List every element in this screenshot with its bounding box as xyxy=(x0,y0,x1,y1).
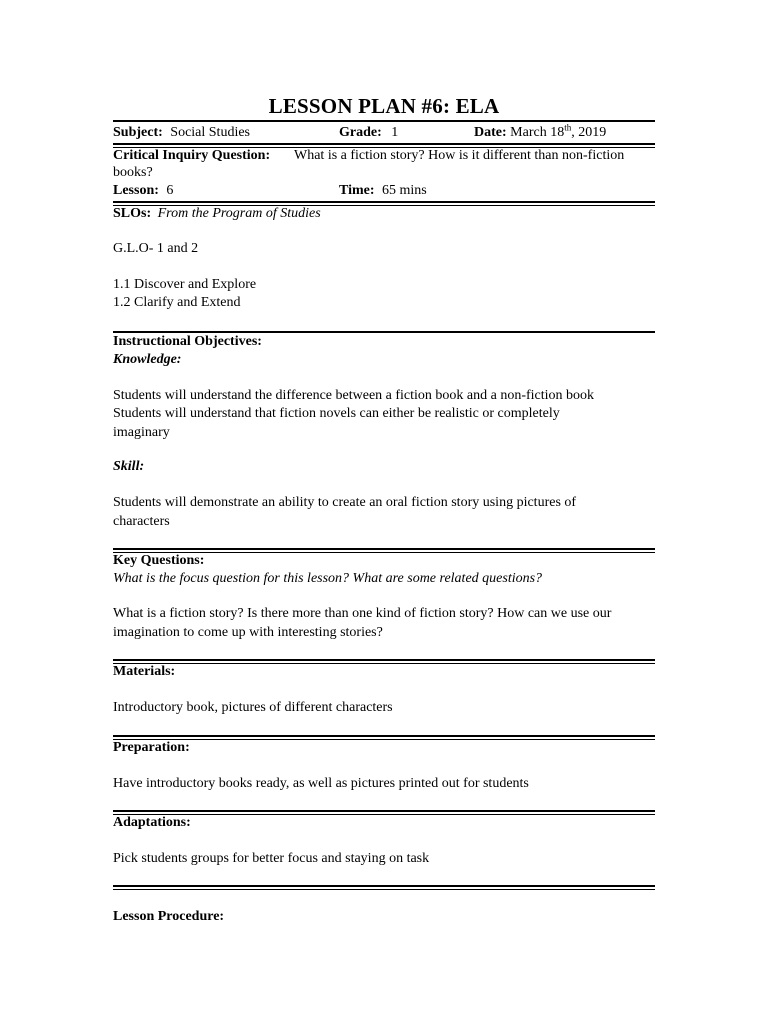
date-label: Date: xyxy=(474,125,507,140)
materials-rule xyxy=(113,735,655,737)
date-month-day: March 18 xyxy=(510,125,565,140)
lesson-label: Lesson: xyxy=(113,183,159,198)
slos-source: From the Program of Studies xyxy=(157,206,321,221)
header-rule xyxy=(113,143,655,145)
knowledge-line-2: Students will understand that fiction novels can either be realistic or completely xyxy=(113,406,560,421)
time-value: 65 mins xyxy=(382,183,427,198)
procedure-heading: Lesson Procedure: xyxy=(113,909,225,924)
slos-heading xyxy=(113,206,321,222)
ciq-value-line2: books? xyxy=(113,165,153,180)
grade-value: 1 xyxy=(391,125,399,140)
key-questions-heading: Key Questions: xyxy=(113,553,205,568)
grade-field xyxy=(339,125,398,141)
objectives-heading: Instructional Objectives: xyxy=(113,334,262,349)
knowledge-line-3: imaginary xyxy=(113,425,170,440)
date-year: , 2019 xyxy=(571,125,607,140)
key-questions-prompt: What is the focus question for this lesson? What are some related questions? xyxy=(113,571,543,586)
ciq-rule xyxy=(113,201,655,203)
lesson-value: 6 xyxy=(166,183,174,198)
slos-rule xyxy=(113,331,655,333)
key-questions-line-2: imagination to come up with interesting stories? xyxy=(113,625,383,640)
objectives-rule xyxy=(113,548,655,550)
slos-glo: G.L.O- 1 and 2 xyxy=(113,241,199,256)
subject-label: Subject: xyxy=(113,125,163,140)
ciq-label: Critical Inquiry Question: xyxy=(113,148,271,163)
slos-label: SLOs: xyxy=(113,206,152,221)
materials-heading: Materials: xyxy=(113,664,176,679)
preparation-rule xyxy=(113,810,655,812)
time-label: Time: xyxy=(339,183,375,198)
page-title: LESSON PLAN #6: ELA xyxy=(268,94,500,118)
subject-value: Social Studies xyxy=(170,125,251,140)
date-suffix: th xyxy=(564,122,572,133)
date-field xyxy=(474,122,607,141)
key-questions-rule xyxy=(113,659,655,661)
time-field xyxy=(339,183,427,199)
skill-line-1: Students will demonstrate an ability to create an oral fiction story using pictures of xyxy=(113,495,577,510)
adaptations-rule xyxy=(113,885,655,887)
title-rule xyxy=(113,120,655,122)
subject-field xyxy=(113,125,250,141)
materials-text: Introductory book, pictures of different characters xyxy=(113,700,393,715)
preparation-text: Have introductory books ready, as well as pictures printed out for students xyxy=(113,776,529,791)
key-questions-line-1: What is a fiction story? Is there more than one kind of fiction story? How can we use our xyxy=(113,606,612,621)
knowledge-line-1: Students will understand the difference between a fiction book and a non-fiction book xyxy=(113,388,595,403)
grade-label: Grade: xyxy=(339,125,382,140)
adaptations-text: Pick students groups for better focus and staying on task xyxy=(113,851,430,866)
skill-label: Skill: xyxy=(113,459,145,474)
ciq-value-line1: What is a fiction story? How is it different than non-fiction xyxy=(294,148,625,163)
slo-item-2: 1.2 Clarify and Extend xyxy=(113,295,241,310)
knowledge-label: Knowledge: xyxy=(113,352,182,367)
lesson-field xyxy=(113,183,173,199)
adaptations-heading: Adaptations: xyxy=(113,815,191,830)
slo-item-1: 1.1 Discover and Explore xyxy=(113,277,257,292)
skill-line-2: characters xyxy=(113,514,170,529)
preparation-heading: Preparation: xyxy=(113,740,190,755)
